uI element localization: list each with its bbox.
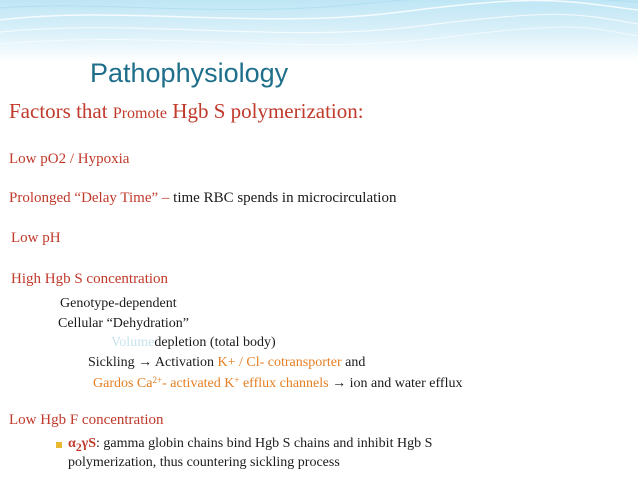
delay-description: time RBC spends in microcirculation <box>173 190 397 206</box>
volume-rest: depletion (total body) <box>154 335 276 350</box>
sub-item-alpha-gamma <box>68 436 432 454</box>
arrow-right-icon: → <box>332 376 347 391</box>
item-low-po2: Low pO2 / Hypoxia <box>9 151 130 167</box>
ion-water-efflux-text: ion and water efflux <box>346 376 463 391</box>
item-high-hgb-s: High Hgb S concentration <box>11 271 169 287</box>
arrow-right-icon: → <box>138 355 153 370</box>
alpha-subscript: 2 <box>75 440 82 454</box>
item-low-ph: Low pH <box>11 230 61 246</box>
heading-part1: Factors that <box>9 99 113 123</box>
volume-word: Volume <box>111 335 155 350</box>
sub-item-volume-depletion <box>111 335 276 351</box>
efflux-channels-text: efflux channels <box>239 376 333 391</box>
heading-promote: Promote <box>112 105 168 122</box>
gardos-activated-text: - activated K <box>162 376 235 391</box>
delay-label: Prolonged “Delay Time” – <box>9 190 174 206</box>
gamma-s-symbol: γS <box>81 436 96 451</box>
item-low-hgb-f: Low Hgb F concentration <box>9 412 164 428</box>
slide-heading <box>9 99 364 124</box>
header-decoration <box>0 0 638 62</box>
alpha-gamma-continuation: polymerization, thus countering sickling process <box>68 455 340 470</box>
sub-item-genotype: Genotype-dependent <box>60 296 177 311</box>
gardos-text: Gardos Ca <box>93 376 153 391</box>
gardos-superscript-ca: 2+ <box>152 375 163 385</box>
square-bullet-icon <box>56 442 62 448</box>
sub-item-sickling <box>88 355 365 371</box>
cotransporter-text: K+ / Cl- cotransporter <box>217 355 342 370</box>
alpha-gamma-description: : gamma globin chains bind Hgb S chains and inhibit Hgb S <box>96 436 433 451</box>
wave-decoration <box>0 0 638 62</box>
activation-text: Activation <box>152 355 218 370</box>
sickling-text: Sickling <box>88 355 139 370</box>
alpha-symbol: α <box>68 436 76 451</box>
heading-part2: Hgb S polymerization: <box>167 99 364 123</box>
slide-title: Pathophysiology <box>90 58 289 88</box>
sub-item-cellular-dehydration: Cellular “Dehydration” <box>58 316 190 331</box>
sub-item-gardos <box>93 375 462 392</box>
item-delay-time <box>9 190 396 207</box>
and-text: and <box>341 355 366 370</box>
gardos-superscript-k: + <box>234 375 240 385</box>
